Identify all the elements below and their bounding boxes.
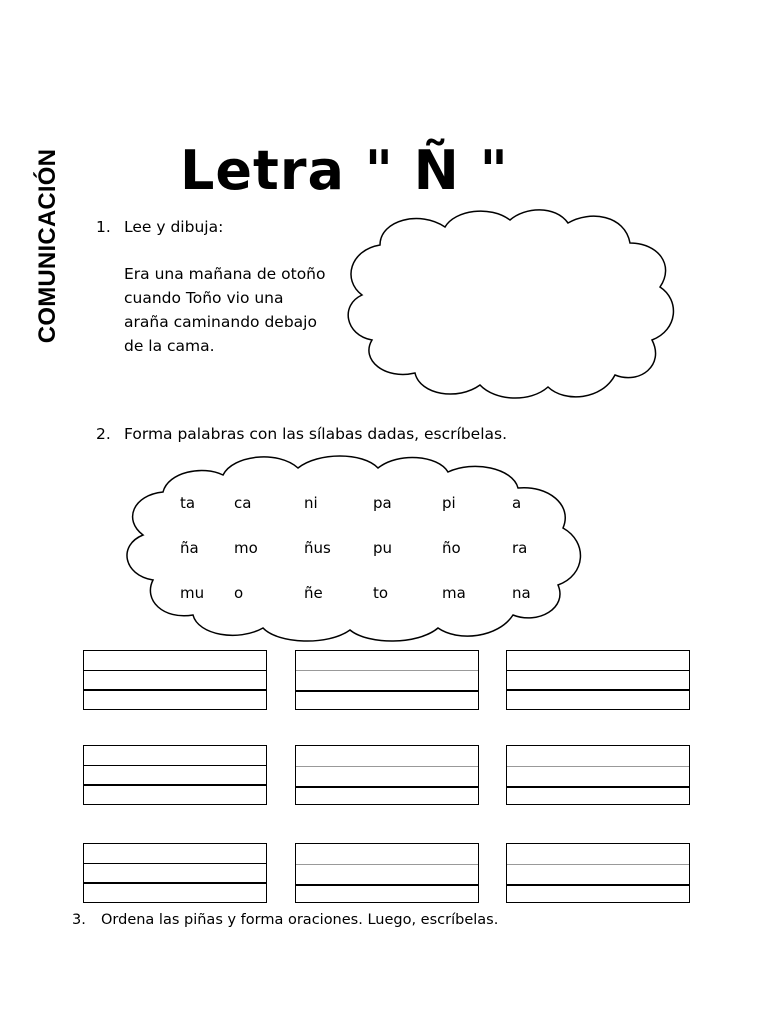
syllable: ñus (304, 539, 331, 557)
syllable: ra (512, 539, 528, 557)
writing-line (296, 766, 478, 767)
writing-line (84, 765, 266, 766)
syllable: to (373, 584, 389, 602)
syllable: pa (373, 494, 392, 512)
writing-box[interactable] (506, 745, 690, 805)
syllable: na (512, 584, 531, 602)
subject-label-text: COMUNICACIÓN (34, 148, 62, 344)
baseline (296, 884, 478, 886)
writing-box[interactable] (83, 843, 267, 903)
writing-box[interactable] (295, 650, 479, 710)
syllable: mo (234, 539, 258, 557)
writing-line (296, 864, 478, 865)
question-3-number: 3. (72, 912, 86, 928)
writing-box[interactable] (295, 745, 479, 805)
writing-line (296, 670, 478, 671)
story-line: de la cama. (124, 337, 215, 355)
syllable: a (512, 494, 522, 512)
syllable: o (234, 584, 244, 602)
writing-line (84, 670, 266, 671)
drawing-cloud[interactable] (340, 205, 680, 405)
baseline (507, 689, 689, 691)
syllable: ni (304, 494, 318, 512)
subject-side-label (30, 148, 66, 344)
writing-line (507, 864, 689, 865)
question-1-prompt: Lee y dibuja: (124, 218, 224, 236)
question-2-number: 2. (96, 425, 111, 443)
story-line: Era una mañana de otoño (124, 265, 326, 283)
syllable-grid (160, 488, 560, 610)
question-1-number: 1. (96, 218, 111, 236)
writing-box[interactable] (83, 745, 267, 805)
writing-box[interactable] (506, 843, 690, 903)
baseline (507, 884, 689, 886)
page-title: Letra " Ñ " (180, 139, 509, 202)
syllable-row (160, 539, 560, 563)
syllable-row (160, 494, 560, 518)
syllable: pi (442, 494, 456, 512)
syllable: ño (442, 539, 461, 557)
syllable-row (160, 584, 560, 608)
syllable: ña (180, 539, 199, 557)
story-paragraph (124, 262, 326, 358)
question-2-prompt: Forma palabras con las sílabas dadas, escríbelas. (124, 425, 508, 443)
baseline (84, 689, 266, 691)
syllable: ta (180, 494, 196, 512)
story-line: cuando Toño vio una (124, 289, 284, 307)
baseline (84, 784, 266, 786)
baseline (296, 786, 478, 788)
syllable: ñe (304, 584, 323, 602)
writing-line (507, 766, 689, 767)
baseline (507, 786, 689, 788)
story-line: araña caminando debajo (124, 313, 317, 331)
syllable: ca (234, 494, 252, 512)
question-3-prompt: Ordena las piñas y forma oraciones. Luego, escríbelas. (101, 912, 499, 928)
syllable: mu (180, 584, 205, 602)
writing-line (507, 670, 689, 671)
baseline (84, 882, 266, 884)
syllable: ma (442, 584, 466, 602)
writing-box[interactable] (83, 650, 267, 710)
syllable: pu (373, 539, 393, 557)
writing-box[interactable] (295, 843, 479, 903)
writing-line (84, 863, 266, 864)
writing-box[interactable] (506, 650, 690, 710)
baseline (296, 690, 478, 692)
